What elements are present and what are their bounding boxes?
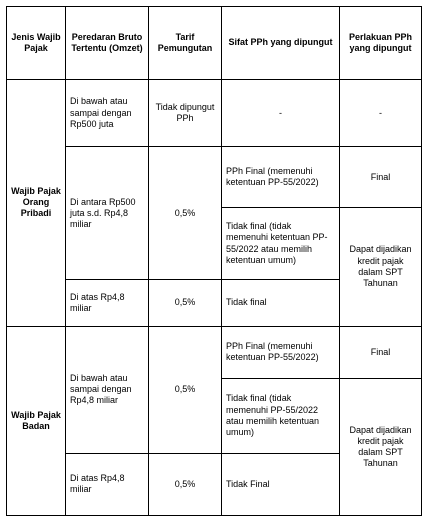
perlakuan-cell: Final: [340, 326, 422, 378]
sifat-cell: Tidak final: [222, 280, 340, 326]
tarif-cell: 0,5%: [149, 280, 222, 326]
sifat-cell: Tidak final (tidak memenuhi PP-55/2022 atau memilih ketentuan umum): [222, 379, 340, 454]
sifat-cell: PPh Final (memenuhi ketentuan PP-55/2022): [222, 326, 340, 378]
perlakuan-cell: Final: [340, 147, 422, 207]
tax-table: [6, 6, 422, 516]
table-row: [7, 147, 422, 207]
perlakuan-cell: Dapat dijadikan kredit pajak dalam SPT Tahunan: [340, 207, 422, 326]
tarif-cell: 0,5%: [149, 147, 222, 280]
peredaran-cell: Di atas Rp4,8 miliar: [66, 280, 149, 326]
jenis-badan: Wajib Pajak Badan: [7, 326, 66, 515]
tarif-cell: 0,5%: [149, 326, 222, 453]
sifat-cell: Tidak final (tidak memenuhi ketentuan PP-55/2022 atau memilih ketentuan umum): [222, 207, 340, 279]
perlakuan-cell: -: [340, 80, 422, 147]
header-perlakuan: Perlakuan PPh yang dipungut: [340, 7, 422, 80]
tarif-cell: Tidak dipungut PPh: [149, 80, 222, 147]
tarif-cell: 0,5%: [149, 453, 222, 516]
peredaran-cell: Di atas Rp4,8 miliar: [66, 453, 149, 516]
header-peredaran: Peredaran Bruto Tertentu (Omzet): [66, 7, 149, 80]
sifat-cell: -: [222, 80, 340, 147]
table-row: [7, 80, 422, 147]
perlakuan-cell: Dapat dijadikan kredit pajak dalam SPT Tahunan: [340, 379, 422, 516]
peredaran-cell: Di antara Rp500 juta s.d. Rp4,8 miliar: [66, 147, 149, 280]
peredaran-cell: Di bawah atau sampai dengan Rp500 juta: [66, 80, 149, 147]
header-sifat: Sifat PPh yang dipungut: [222, 7, 340, 80]
header-tarif: Tarif Pemungutan: [149, 7, 222, 80]
header-row: [7, 7, 422, 80]
sifat-cell: PPh Final (memenuhi ketentuan PP-55/2022): [222, 147, 340, 207]
jenis-orang-pribadi: Wajib Pajak Orang Pribadi: [7, 80, 66, 327]
table-row: [7, 326, 422, 378]
header-jenis: Jenis Wajib Pajak: [7, 7, 66, 80]
sifat-cell: Tidak Final: [222, 453, 340, 516]
peredaran-cell: Di bawah atau sampai dengan Rp4,8 miliar: [66, 326, 149, 453]
